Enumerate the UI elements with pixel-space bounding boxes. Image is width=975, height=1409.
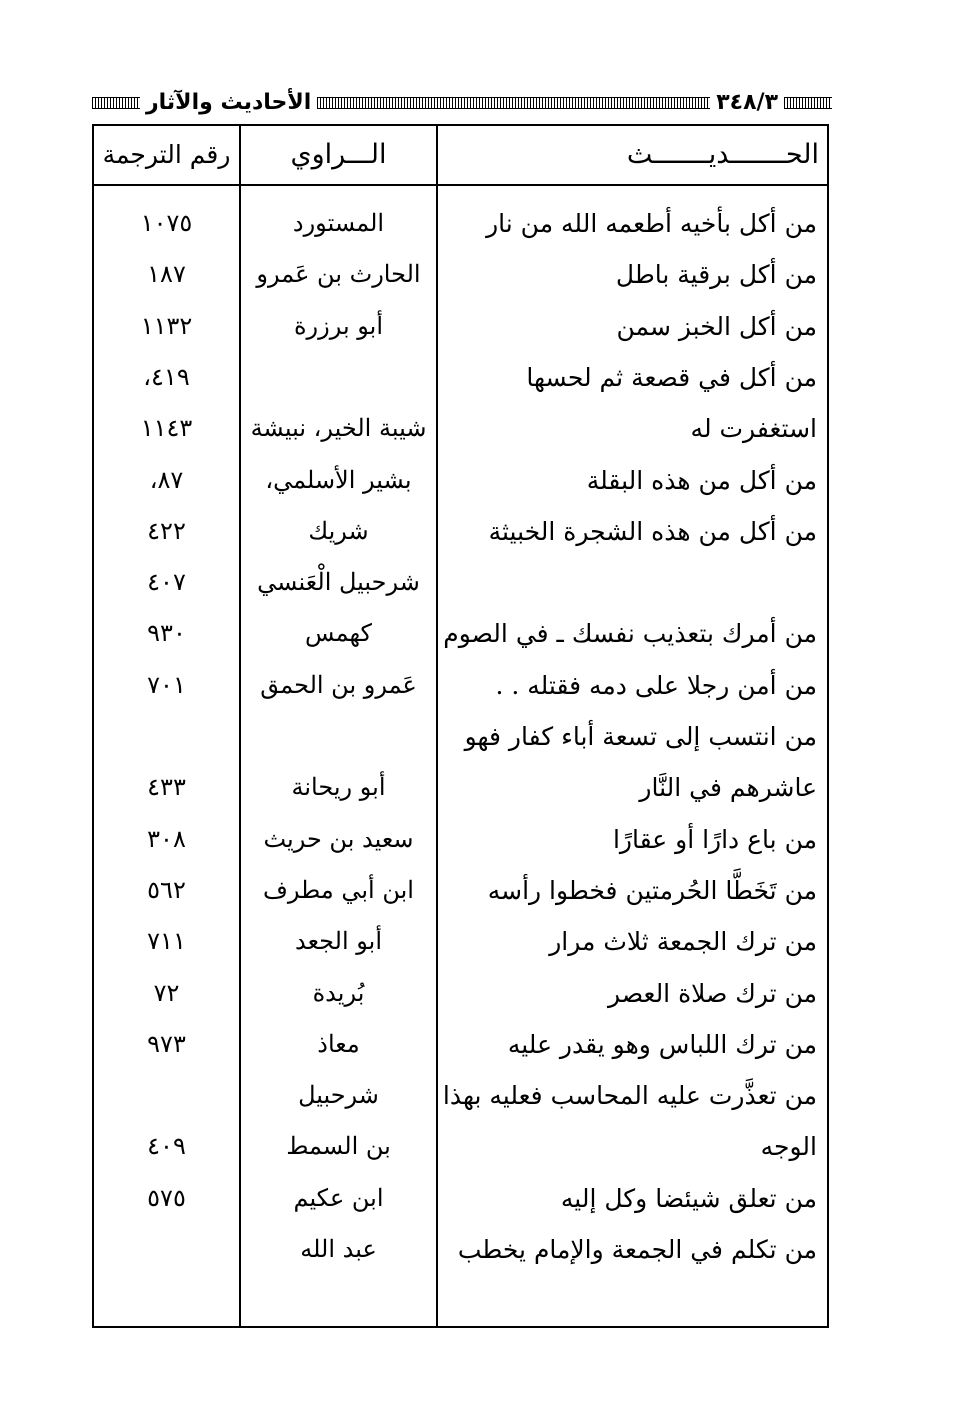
narrator-cell: الحارث بن عَمرو bbox=[256, 260, 421, 289]
table-row bbox=[94, 968, 827, 1019]
table-row bbox=[94, 301, 827, 352]
table-row bbox=[94, 403, 827, 454]
header-ornament-band bbox=[784, 97, 832, 109]
narrator-cell: المستورد bbox=[292, 209, 385, 237]
number-cell bbox=[94, 1070, 239, 1121]
hadith-cell: من أكل من هذه البقلة bbox=[586, 465, 817, 495]
running-header bbox=[92, 86, 832, 120]
narrator-cell: أبو الجعد bbox=[294, 927, 383, 956]
table-row bbox=[94, 249, 827, 300]
narrator-cell bbox=[241, 711, 436, 762]
hadith-cell: من أكل الخبز سمن bbox=[616, 311, 817, 341]
number-cell: ١٨٧ bbox=[147, 260, 186, 289]
hadith-cell: من أكل في قصعة ثم لحسها bbox=[526, 362, 817, 392]
hadith-cell: من أمن رجلا على دمه فقتله . . bbox=[495, 670, 817, 700]
number-cell: ٩٧٣ bbox=[147, 1029, 186, 1058]
hadith-cell: من أمرك بتعذيب نفسك ـ في الصوم bbox=[443, 619, 817, 649]
table-row bbox=[94, 1019, 827, 1070]
header-ornament-band bbox=[92, 97, 140, 109]
column-header-number: رقم الترجمة bbox=[102, 140, 231, 169]
table-row bbox=[94, 506, 827, 557]
narrator-cell: عبد الله bbox=[300, 1235, 377, 1263]
number-cell: ٧١١ bbox=[147, 927, 186, 956]
table-row bbox=[94, 198, 827, 249]
number-cell: ٣٠٨ bbox=[147, 824, 186, 853]
number-cell: ٤١٩، bbox=[143, 362, 190, 391]
narrator-cell: أبو ريحانة bbox=[291, 773, 386, 802]
table-row bbox=[94, 1121, 827, 1172]
narrator-cell: شريك bbox=[308, 516, 369, 545]
table-row bbox=[94, 916, 827, 967]
number-cell bbox=[94, 1224, 239, 1275]
hadith-cell: عاشرهم في النَّار bbox=[639, 773, 817, 803]
number-cell: ١١٤٣ bbox=[140, 414, 193, 443]
table-row bbox=[94, 762, 827, 813]
hadith-cell: من انتسب إلى تسعة أباء كفار فهو bbox=[464, 722, 817, 751]
hadith-cell: استغفرت له bbox=[690, 414, 817, 444]
table-row bbox=[94, 1224, 827, 1275]
table-row bbox=[94, 608, 827, 659]
narrator-cell: بن السمط bbox=[286, 1132, 391, 1161]
number-cell: ١٠٧٥ bbox=[140, 209, 193, 237]
narrator-cell: بشير الأسلمي، bbox=[265, 465, 412, 494]
narrator-cell bbox=[241, 352, 436, 403]
column-header-hadith: الحـــــــديـــــــث bbox=[626, 139, 819, 170]
hadith-cell: الوجه bbox=[760, 1132, 817, 1162]
table-row bbox=[94, 1173, 827, 1224]
header-divider bbox=[94, 184, 827, 186]
page-reference: ٣٤٨/٣ bbox=[716, 90, 778, 115]
hadith-cell: من ترك صلاة العصر bbox=[608, 978, 817, 1008]
hadith-cell: من تعلق شيئضا وكل إليه bbox=[560, 1183, 817, 1213]
number-cell: ٤٠٩ bbox=[147, 1132, 186, 1161]
narrator-cell: شرحبيل الْعَنسي bbox=[257, 568, 420, 597]
hadith-cell: من تَخَطَّا الحُرمتين فخطوا رأسه bbox=[487, 875, 817, 905]
narrator-cell: شرحبيل bbox=[298, 1081, 379, 1110]
narrator-cell: كهمس bbox=[305, 619, 372, 648]
header-ornament-band bbox=[317, 97, 710, 109]
narrator-cell: معاذ bbox=[317, 1029, 360, 1058]
narrator-cell: بُريدة bbox=[312, 978, 365, 1007]
narrator-cell: ابن عكيم bbox=[293, 1183, 384, 1212]
hadith-index-table bbox=[92, 124, 829, 1328]
number-cell: ٧٢ bbox=[153, 978, 180, 1007]
narrator-cell: عَمرو بن الحمق bbox=[260, 670, 417, 699]
number-cell: ٥٦٢ bbox=[147, 875, 186, 904]
narrator-cell: أبو برزرة bbox=[293, 311, 384, 340]
hadith-cell bbox=[440, 557, 817, 608]
number-cell bbox=[94, 711, 239, 762]
table-row bbox=[94, 557, 827, 608]
number-cell: ٨٧، bbox=[149, 465, 184, 494]
number-cell: ٧٠١ bbox=[147, 670, 186, 699]
hadith-cell: من ترك الجمعة ثلاث مرار bbox=[549, 927, 817, 957]
hadith-cell: من ترك اللباس وهو يقدر عليه bbox=[507, 1029, 817, 1059]
number-cell: ١١٣٢ bbox=[140, 311, 193, 340]
number-cell: ٤٢٢ bbox=[147, 516, 186, 545]
table-row bbox=[94, 814, 827, 865]
hadith-cell: من تعذَّرت عليه المحاسب فعليه بهذا bbox=[442, 1081, 817, 1111]
number-cell: ٥٧٥ bbox=[147, 1183, 186, 1212]
narrator-cell: ابن أبي مطرف bbox=[263, 875, 414, 904]
hadith-cell: من أكل برقية باطل bbox=[615, 260, 817, 290]
table-row bbox=[94, 711, 827, 762]
table-row bbox=[94, 1070, 827, 1121]
table-row bbox=[94, 660, 827, 711]
hadith-cell: من أكل بأخيه أطعمه الله من نار bbox=[486, 209, 817, 238]
hadith-cell: من أكل من هذه الشجرة الخبيثة bbox=[488, 516, 817, 546]
table-row bbox=[94, 455, 827, 506]
section-title: الأحاديث والآثار bbox=[146, 90, 312, 115]
number-cell: ٤٣٣ bbox=[147, 773, 186, 802]
table-row bbox=[94, 352, 827, 403]
narrator-cell: سعيد بن حريث bbox=[263, 824, 414, 853]
table-row bbox=[94, 865, 827, 916]
column-header-narrator: الـــراوي bbox=[290, 139, 387, 170]
hadith-cell: من تكلم في الجمعة والإمام يخطب bbox=[457, 1235, 817, 1264]
narrator-cell: شيبة الخير، نبيشة bbox=[250, 414, 427, 443]
number-cell: ٤٠٧ bbox=[147, 568, 186, 597]
number-cell: ٩٣٠ bbox=[147, 619, 186, 648]
hadith-cell: من باع دارًا أو عقارًا bbox=[612, 824, 817, 854]
